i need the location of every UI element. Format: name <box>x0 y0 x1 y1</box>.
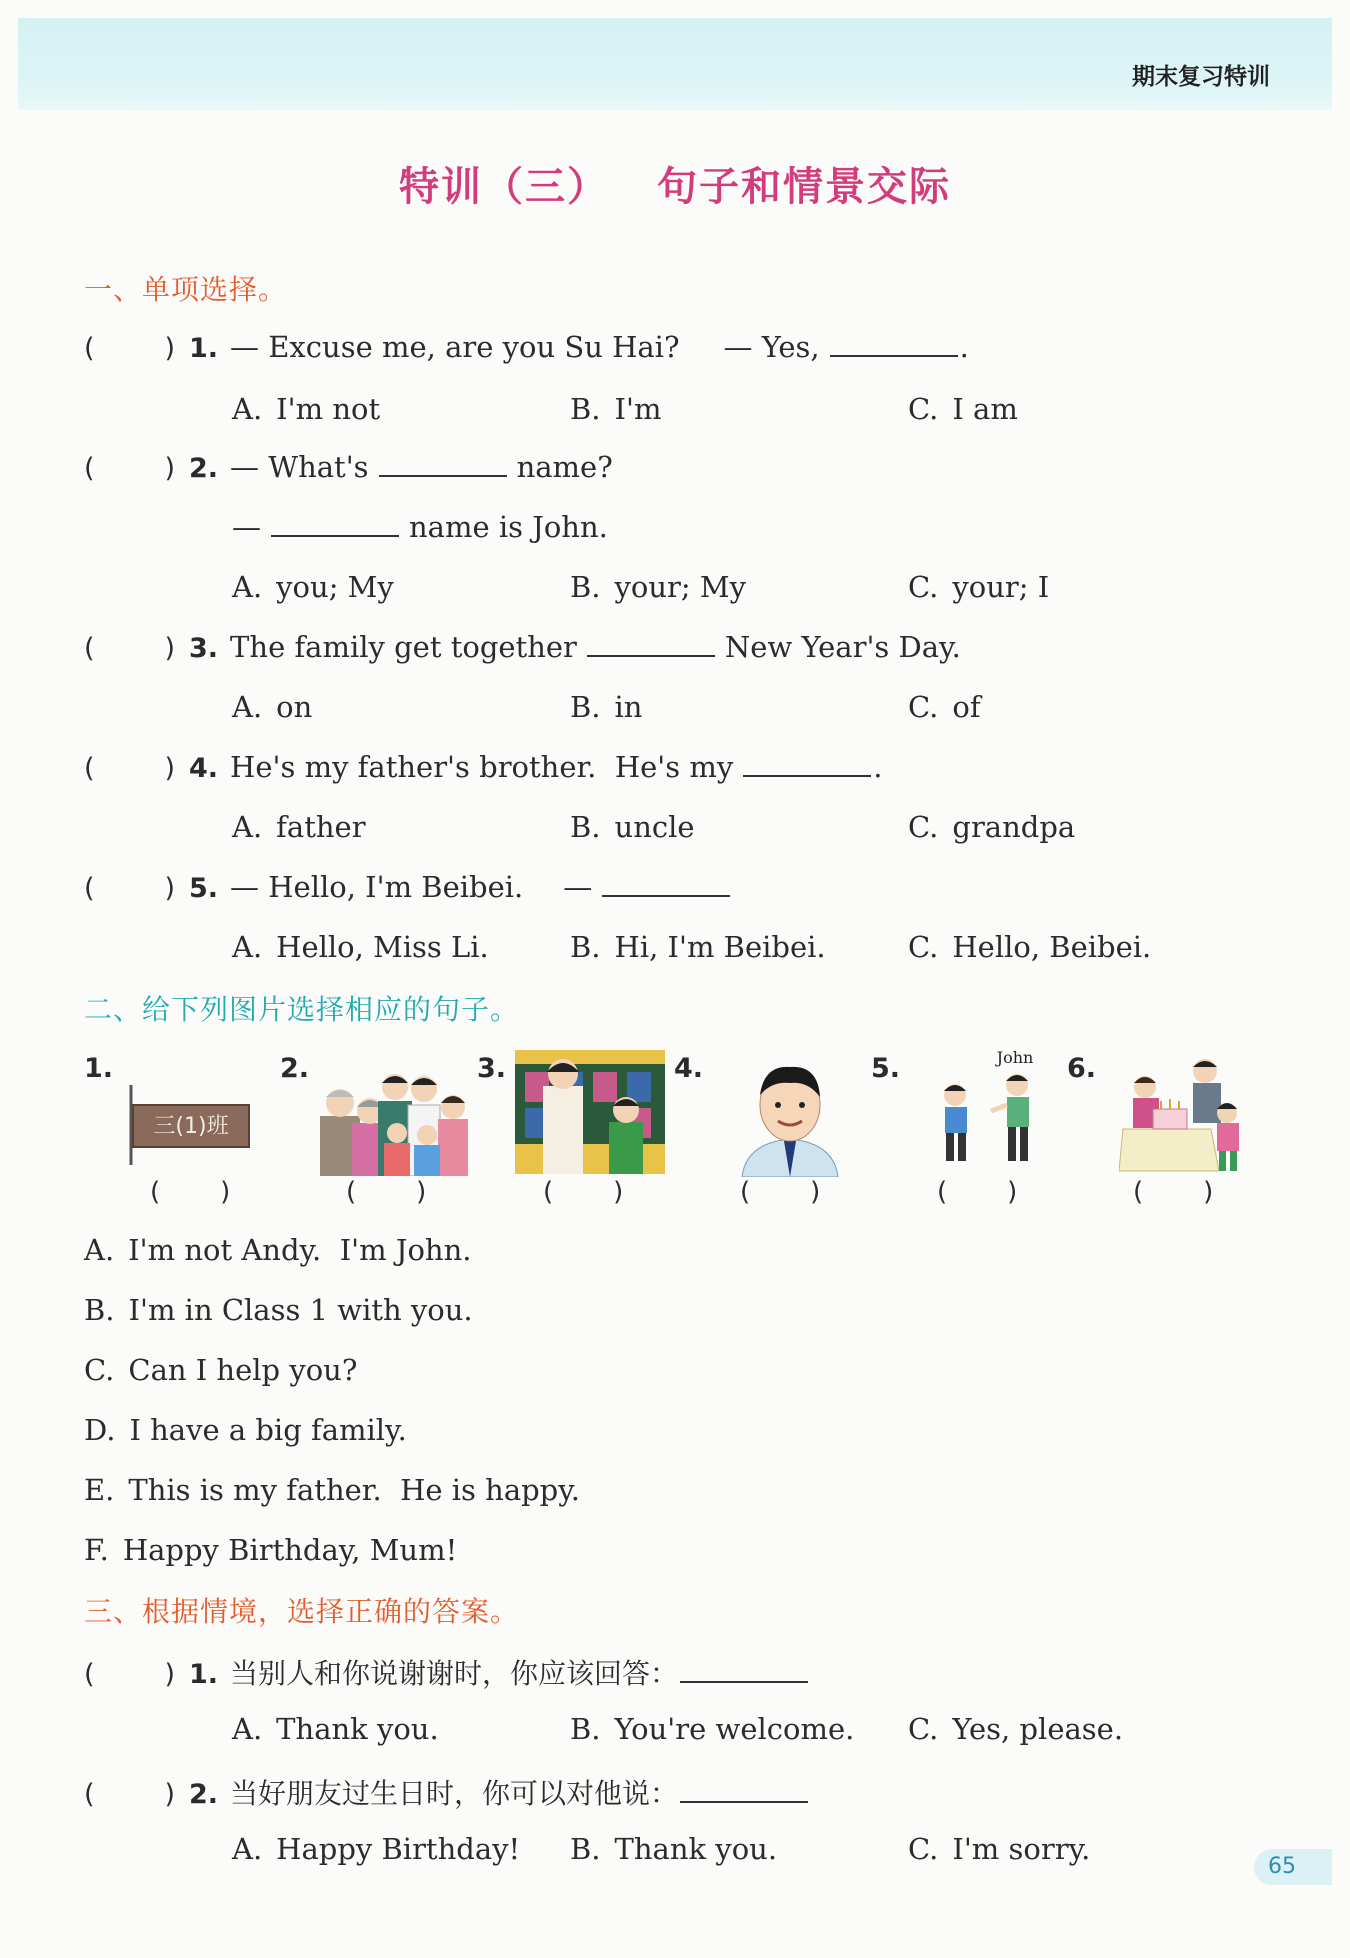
birthday-cake-image <box>1119 1053 1244 1177</box>
option-a[interactable]: A. Thank you. <box>232 1712 439 1746</box>
title-part1: 特训（三） <box>399 164 609 210</box>
answer-blank[interactable] <box>587 631 715 657</box>
picture-number: 2. <box>280 1053 310 1084</box>
title-part2: 句子和情景交际 <box>657 164 951 210</box>
option-c[interactable]: C. grandpa <box>908 810 1076 844</box>
answer-paren[interactable]: ( ) <box>84 1779 176 1810</box>
answer-paren[interactable]: ( ) <box>84 633 176 664</box>
answer-paren[interactable]: ( ) <box>346 1177 427 1207</box>
answer-paren[interactable]: ( ) <box>1133 1177 1214 1207</box>
option-b[interactable]: B. You're welcome. <box>570 1712 855 1746</box>
question-number: 3. <box>189 633 219 664</box>
question-stem: — Excuse me, are you Su Hai? <box>230 330 680 364</box>
answer-paren[interactable]: ( ) <box>937 1177 1018 1207</box>
question-stem: 当别人和你说谢谢时，你应该回答： <box>230 1657 679 1690</box>
question-stem: 当好朋友过生日时，你可以对他说： <box>230 1777 679 1810</box>
sentence-a: A. I'm not Andy. I'm John. <box>84 1233 472 1267</box>
answer-blank[interactable] <box>743 751 871 777</box>
option-c[interactable]: C. I'm sorry. <box>908 1832 1091 1866</box>
name-tag: John <box>996 1048 1034 1067</box>
question-stem-mid: — Yes, <box>723 330 820 364</box>
class-sign-text: 三(1)班 <box>153 1114 229 1139</box>
sentence-c: C. Can I help you? <box>84 1353 358 1387</box>
shop-help-image <box>515 1050 665 1174</box>
question-stem-end: name? <box>516 450 613 484</box>
picture-number: 3. <box>477 1053 507 1084</box>
option-b[interactable]: B. in <box>570 690 643 724</box>
big-family-image <box>320 1061 470 1176</box>
option-b[interactable]: B. I'm <box>570 392 662 426</box>
option-c[interactable]: C. Hello, Beibei. <box>908 930 1152 964</box>
option-b[interactable]: B. Hi, I'm Beibei. <box>570 930 826 964</box>
sentence-d: D. I have a big family. <box>84 1413 407 1447</box>
question-stem-end: . <box>873 750 883 784</box>
option-a[interactable]: A. on <box>232 690 313 724</box>
sentence-f: F. Happy Birthday, Mum! <box>84 1533 458 1567</box>
option-c[interactable]: C. of <box>908 690 981 724</box>
p1-q3 <box>84 630 961 664</box>
sentence-e: E. This is my father. He is happy. <box>84 1473 581 1507</box>
question-number: 1. <box>189 1659 219 1690</box>
sentence-b: B. I'm in Class 1 with you. <box>84 1293 473 1327</box>
question-number: 4. <box>189 753 219 784</box>
part2-heading: 二、给下列图片选择相应的句子。 <box>84 993 520 1026</box>
picture-3 <box>477 1045 677 1215</box>
picture-number: 6. <box>1067 1053 1097 1084</box>
question-number: 2. <box>189 1779 219 1810</box>
option-b[interactable]: B. your; My <box>570 570 746 604</box>
question-stem-end: . <box>959 330 969 364</box>
option-c[interactable]: C. I am <box>908 392 1018 426</box>
answer-blank[interactable] <box>602 871 730 897</box>
answer-paren[interactable]: ( ) <box>84 453 176 484</box>
picture-6 <box>1067 1045 1274 1215</box>
picture-1 <box>84 1045 274 1215</box>
question-stem: He's my father's brother. He's my <box>230 750 734 784</box>
answer-paren[interactable]: ( ) <box>84 1659 176 1690</box>
option-b[interactable]: B. uncle <box>570 810 695 844</box>
answer-blank[interactable] <box>271 511 399 537</box>
p3-q2 <box>84 1772 818 1812</box>
answer-paren[interactable]: ( ) <box>150 1177 231 1207</box>
part1-heading: 一、单项选择。 <box>84 273 288 306</box>
p1-q2 <box>84 450 613 484</box>
option-a[interactable]: A. father <box>232 810 366 844</box>
happy-father-image <box>738 1059 842 1177</box>
answer-paren[interactable]: ( ) <box>84 873 176 904</box>
p1-q2-line2 <box>232 510 608 544</box>
two-boys-image <box>931 1045 1041 1175</box>
answer-paren[interactable]: ( ) <box>740 1177 821 1207</box>
option-a[interactable]: A. I'm not <box>232 392 381 426</box>
option-a[interactable]: A. you; My <box>232 570 394 604</box>
question-number: 5. <box>189 873 219 904</box>
dash: — <box>232 510 261 544</box>
option-c[interactable]: C. your; I <box>908 570 1050 604</box>
section-label: 期末复习特训 <box>1132 64 1270 90</box>
picture-2 <box>280 1045 480 1215</box>
answer-paren[interactable]: ( ) <box>84 753 176 784</box>
picture-number: 4. <box>674 1053 704 1084</box>
question-stem: — What's <box>230 450 369 484</box>
answer-blank[interactable] <box>680 1657 808 1683</box>
option-a[interactable]: A. Happy Birthday! <box>232 1832 521 1866</box>
answer-paren[interactable]: ( ) <box>84 333 176 364</box>
p1-q5 <box>84 870 740 904</box>
dash: — <box>563 870 593 904</box>
answer-blank[interactable] <box>379 451 507 477</box>
option-a[interactable]: A. Hello, Miss Li. <box>232 930 489 964</box>
question-stem: — Hello, I'm Beibei. <box>230 870 524 904</box>
p1-q1 <box>84 330 969 364</box>
option-c[interactable]: C. Yes, please. <box>908 1712 1124 1746</box>
question-stem-end: New Year's Day. <box>724 630 961 664</box>
question-number: 2. <box>189 453 219 484</box>
answer-blank[interactable] <box>830 331 958 357</box>
question-number: 1. <box>189 333 219 364</box>
p3-q1 <box>84 1652 818 1692</box>
question-stem: The family get together <box>230 630 577 664</box>
question-stem-line2: name is John. <box>409 510 608 544</box>
part3-heading: 三、根据情境，选择正确的答案。 <box>84 1595 520 1628</box>
picture-number: 5. <box>871 1053 901 1084</box>
p1-q4 <box>84 750 882 784</box>
picture-5 <box>871 1045 1071 1215</box>
page-title <box>0 155 1350 212</box>
picture-number: 1. <box>84 1053 114 1084</box>
answer-blank[interactable] <box>680 1777 808 1803</box>
class-sign-image <box>129 1085 259 1165</box>
page-number: 65 <box>1254 1849 1332 1885</box>
answer-paren[interactable]: ( ) <box>543 1177 624 1207</box>
picture-4 <box>674 1045 874 1215</box>
option-b[interactable]: B. Thank you. <box>570 1832 778 1866</box>
picture-row <box>84 1045 1274 1215</box>
